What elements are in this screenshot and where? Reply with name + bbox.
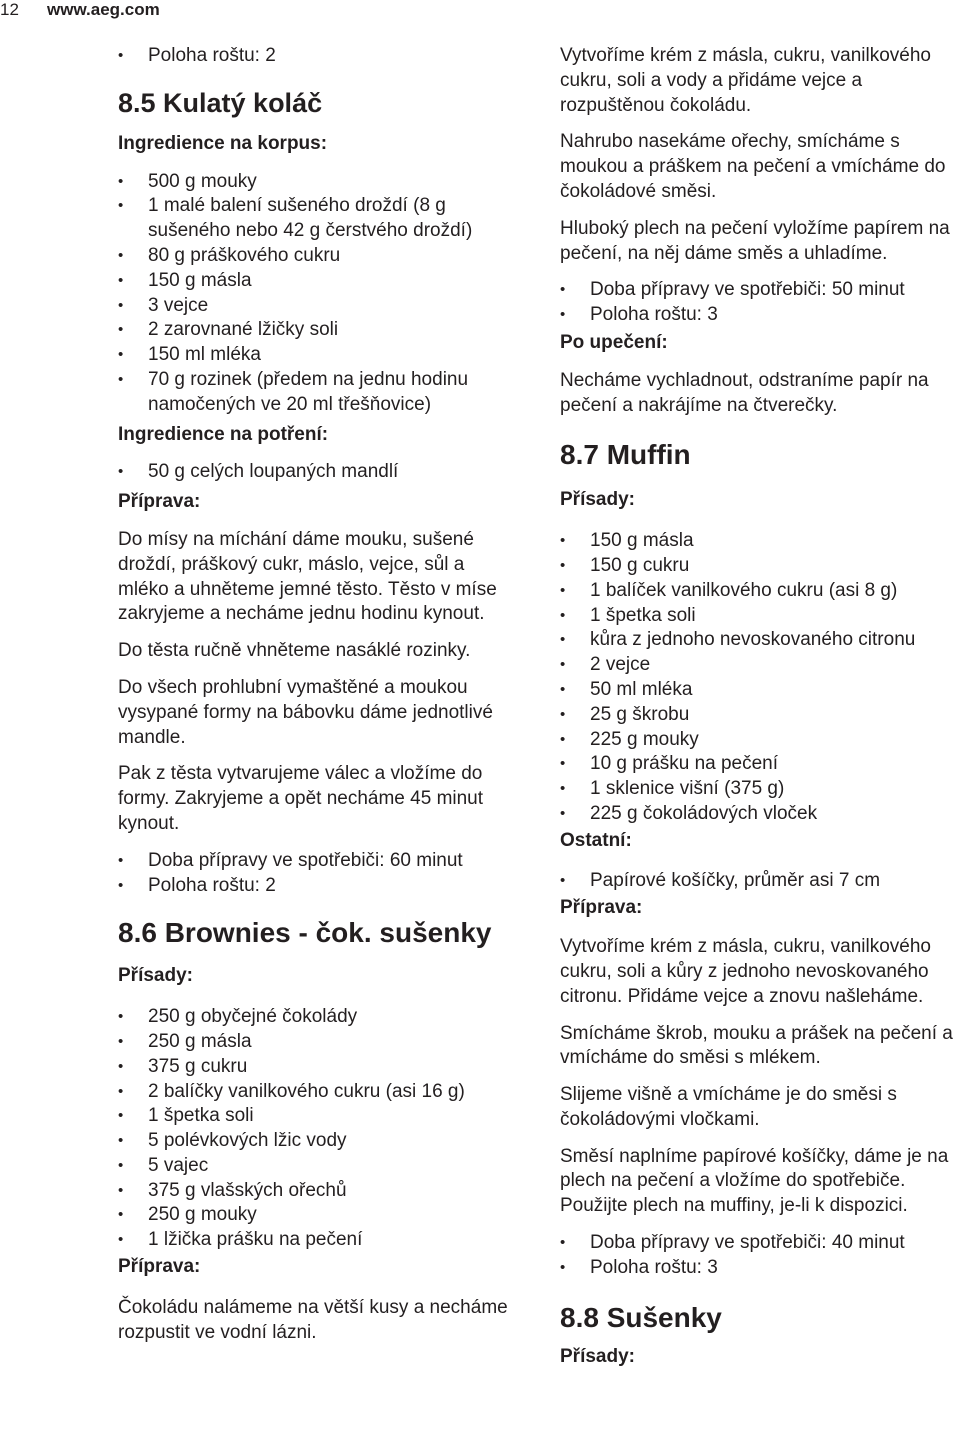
list-item: • 25 g škrobu — [560, 703, 960, 728]
list-item: • 150 g másla — [560, 529, 960, 554]
list-item: • 375 g vlašských ořechů — [118, 1179, 518, 1204]
paragraph: Do mísy na míchání dáme mouku, sušené droždí, práškový cukr, máslo, vejce, sůl a mléko a uhněteme jemné těsto. Těsto v míse zakryjeme a necháme jednu hodinu kynout. — [118, 528, 497, 625]
dough-ingredients-heading: Ingredience na korpus: — [118, 132, 328, 154]
preparation-heading: Příprava: — [118, 491, 201, 513]
list-item: • 3 vejce — [118, 294, 518, 319]
list-item: • Poloha roštu: 2 — [118, 44, 518, 69]
list-item: • 375 g cukru — [118, 1055, 518, 1080]
ingredients-heading: Přísady: — [560, 1345, 635, 1367]
section-title-8-7: 8.7 Muffin — [560, 439, 691, 471]
intro-settings-list — [118, 44, 518, 69]
list-item: • 80 g práškového cukru — [118, 244, 518, 269]
preparation-heading: Příprava: — [118, 1256, 201, 1278]
list-item: • 2 balíčky vanilkového cukru (asi 16 g) — [118, 1080, 518, 1105]
section-title-8-6: 8.6 Brownies - čok. sušenky — [118, 917, 492, 949]
paragraph: Slijeme višně a vmícháme je do směsi s čokoládovými vločkami. — [560, 1084, 897, 1130]
paragraph: Vytvoříme krém z másla, cukru, vanilkového cukru, soli a kůry z jednoho nevoskovaného citronu. Přidáme vejce a znovu našleháme. — [560, 936, 931, 1007]
page-number: 12 — [0, 0, 19, 19]
list-item: • 250 g obyčejné čokolády — [118, 1005, 518, 1030]
paragraph: Hluboký plech na pečení vyložíme papírem na pečení, na něj dáme směs a uhladíme. — [560, 217, 950, 264]
list-item: • 50 ml mléka — [560, 678, 960, 703]
list-item: • Doba přípravy ve spotřebiči: 60 minut — [118, 849, 518, 874]
section-title-8-5: 8.5 Kulatý koláč — [118, 87, 323, 118]
topping-ingredients-heading: Ingredience na potření: — [118, 423, 329, 445]
list-item: • 10 g prášku na pečení — [560, 752, 960, 777]
list-item: • 1 špetka soli — [118, 1104, 518, 1129]
other-heading: Ostatní: — [560, 829, 632, 851]
list-item: • 1 sklenice višní (375 g) — [560, 777, 960, 802]
oven-settings-list — [560, 1231, 960, 1281]
paragraph: Vytvoříme krém z másla, cukru, vanilkového cukru, soli a vody a přidáme vejce a rozpuštěnou čokoládu. — [560, 45, 931, 116]
website-link[interactable]: www.aeg.com — [47, 0, 160, 19]
other-items-list — [560, 869, 960, 894]
list-item: • 1 špetka soli — [560, 604, 960, 629]
paragraph: Smícháme škrob, mouku a prášek na pečení a vmícháme do směsi s mlékem. — [560, 1022, 953, 1069]
list-item: • kůra z jednoho nevoskovaného citronu — [560, 628, 960, 653]
topping-ingredients-list — [118, 460, 518, 485]
paragraph: Necháme vychladnout, odstraníme papír na pečení a nakrájíme na čtverečky. — [560, 369, 929, 416]
list-item: • 150 ml mléka — [118, 343, 518, 368]
list-item: • 1 malé balení sušeného droždí (8 g sušeného nebo 42 g čerstvého droždí) — [118, 194, 518, 244]
list-item: • 225 g mouky — [560, 728, 960, 753]
list-item: • Doba přípravy ve spotřebiči: 50 minut — [560, 278, 960, 303]
list-item: • 5 vajec — [118, 1154, 518, 1179]
paragraph: Do všech prohlubní vymaštěné a moukou vysypané formy na bábovku dáme jednotlivé mandle. — [118, 676, 493, 748]
muffin-ingredients-list — [560, 529, 960, 827]
paragraph: Pak z těsta vytvarujeme válec a vložíme do formy. Zakryjeme a opět necháme 45 minut kynout. — [118, 763, 484, 834]
list-item: • Poloha roštu: 3 — [560, 303, 960, 328]
list-item: • 70 g rozinek (předem na jednu hodinu namočených ve 20 ml třešňovice) — [118, 368, 518, 418]
list-item: • Doba přípravy ve spotřebiči: 40 minut — [560, 1231, 960, 1256]
list-item: • Papírové košíčky, průměr asi 7 cm — [560, 869, 960, 894]
paragraph: Do těsta ručně vhněteme nasáklé rozinky. — [118, 640, 471, 662]
list-item: • 150 g cukru — [560, 554, 960, 579]
paragraph: Směsí naplníme papírové košíčky, dáme je na plech na pečení a vložíme do spotřebiče. Použijte plech na muffiny, je-li k dispozici. — [560, 1145, 949, 1217]
paragraph: Čokoládu nalámeme na větší kusy a necháme rozpustit ve vodní lázni. — [118, 1296, 508, 1343]
list-item: • Poloha roštu: 2 — [118, 874, 518, 899]
oven-settings-list — [560, 278, 960, 328]
list-item: • 150 g másla — [118, 269, 518, 294]
right-column — [560, 44, 960, 1382]
section-title-8-8: 8.8 Sušenky — [560, 1301, 722, 1333]
list-item: • 2 zarovnané lžičky soli — [118, 318, 518, 343]
dough-ingredients-list — [118, 170, 518, 418]
list-item: • 50 g celých loupaných mandlí — [118, 460, 518, 485]
preparation-heading: Příprava: — [560, 897, 643, 919]
brownies-ingredients-list — [118, 1005, 518, 1253]
list-item: • 2 vejce — [560, 653, 960, 678]
list-item: • 500 g mouky — [118, 170, 518, 195]
list-item: • 1 balíček vanilkového cukru (asi 8 g) — [560, 579, 960, 604]
list-item: • 250 g másla — [118, 1030, 518, 1055]
ingredients-heading: Přísady: — [560, 489, 635, 511]
list-item: • 250 g mouky — [118, 1203, 518, 1228]
ingredients-heading: Přísady: — [118, 965, 193, 987]
list-item: • 1 lžička prášku na pečení — [118, 1228, 518, 1253]
oven-settings-list — [118, 849, 518, 899]
after-baking-heading: Po upečení: — [560, 331, 668, 353]
list-item: • 225 g čokoládových vloček — [560, 802, 960, 827]
list-item: • Poloha roštu: 3 — [560, 1256, 960, 1281]
left-column — [118, 44, 518, 1357]
list-item: • 5 polévkových lžic vody — [118, 1129, 518, 1154]
paragraph: Nahrubo nasekáme ořechy, smícháme s moukou a práškem na pečení a vmícháme do čokoládové směsi. — [560, 131, 946, 202]
